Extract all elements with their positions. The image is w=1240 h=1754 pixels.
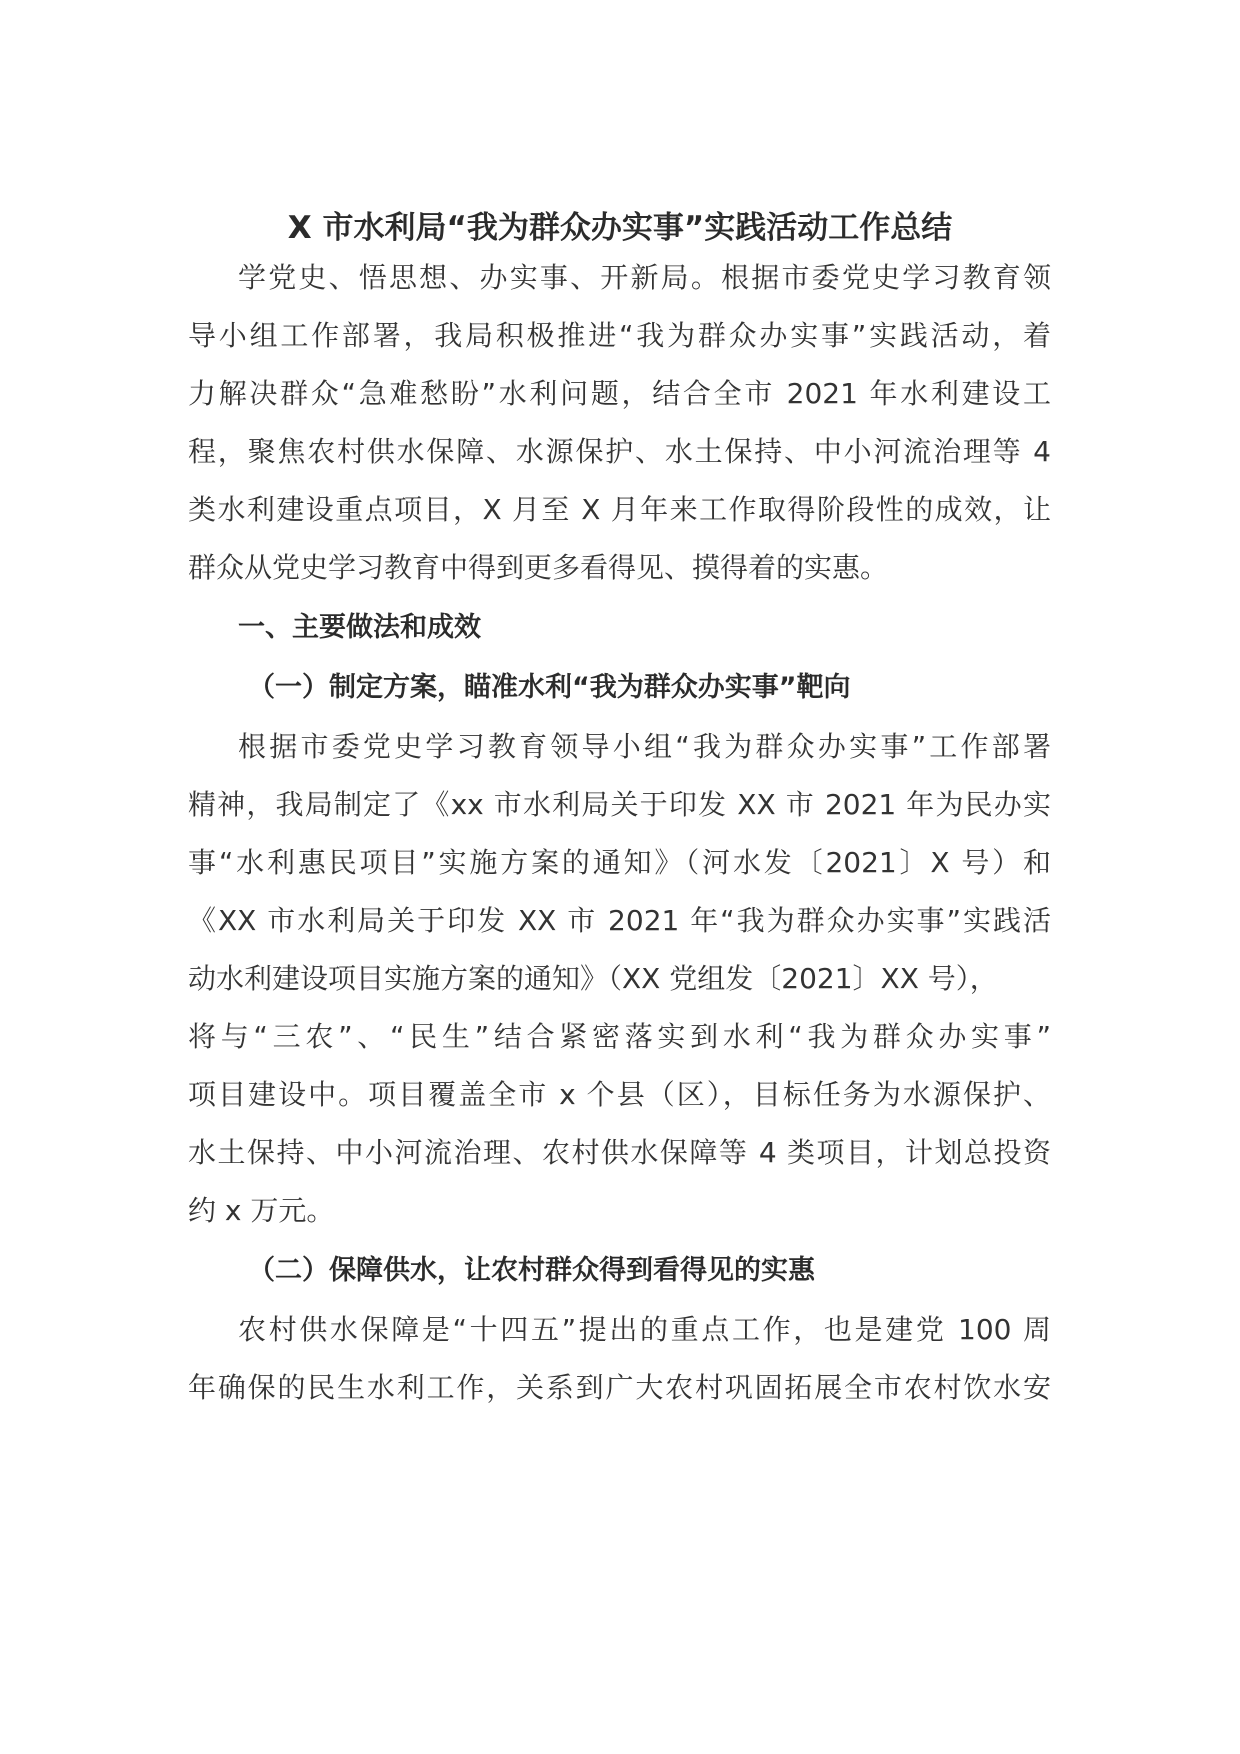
paragraph-line: 根据市委党史学习教育领导小组“我为群众办实事”工作部署 — [238, 730, 1051, 763]
paragraph-line: 力解决群众“急难愁盼”水利问题，结合全市 2021 年水利建设工 — [188, 377, 1051, 410]
paragraph-line: 农村供水保障是“十四五”提出的重点工作，也是建党 100 周 — [238, 1313, 1051, 1346]
subsection-heading: （二）保障供水，让农村群众得到看得见的实惠 — [248, 1255, 815, 1286]
paragraph-line: 项目建设中。项目覆盖全市 x 个县（区），目标任务为水源保护、 — [188, 1078, 1051, 1111]
paragraph-line: 水土保持、中小河流治理、农村供水保障等 4 类项目，计划总投资 — [188, 1136, 1051, 1169]
paragraph-line: 事“水利惠民项目”实施方案的通知》（河水发〔2021〕X 号）和 — [188, 846, 1051, 879]
paragraph-line: 群众从党史学习教育中得到更多看得见、摸得着的实惠。 — [188, 551, 889, 584]
paragraph-line: 《XX 市水利局关于印发 XX 市 2021 年“我为群众办实事”实践活 — [188, 904, 1051, 937]
paragraph-line: 约 x 万元。 — [188, 1194, 335, 1227]
paragraph-line: 动水利建设项目实施方案的通知》（XX 党组发〔2021〕XX 号）， — [188, 962, 998, 995]
document-title: X 市水利局“我为群众办实事”实践活动工作总结 — [287, 210, 953, 246]
paragraph-line: 导小组工作部署，我局积极推进“我为群众办实事”实践活动，着 — [188, 319, 1051, 352]
subsection-heading: （一）制定方案，瞄准水利“我为群众办实事”靶向 — [248, 672, 851, 703]
paragraph-line: 类水利建设重点项目，X 月至 X 月年来工作取得阶段性的成效，让 — [188, 493, 1051, 526]
paragraph-line: 程，聚焦农村供水保障、水源保护、水土保持、中小河流治理等 4 — [188, 435, 1051, 468]
paragraph-line: 年确保的民生水利工作，关系到广大农村巩固拓展全市农村饮水安 — [188, 1371, 1051, 1404]
paragraph-line: 精神，我局制定了《xx 市水利局关于印发 XX 市 2021 年为民办实 — [188, 788, 1051, 821]
section-heading: 一、主要做法和成效 — [238, 612, 481, 643]
paragraph-line: 将与“三农”、“民生”结合紧密落实到水利“我为群众办实事” — [188, 1020, 1051, 1053]
paragraph-line: 学党史、悟思想、办实事、开新局。根据市委党史学习教育领 — [238, 261, 1051, 294]
